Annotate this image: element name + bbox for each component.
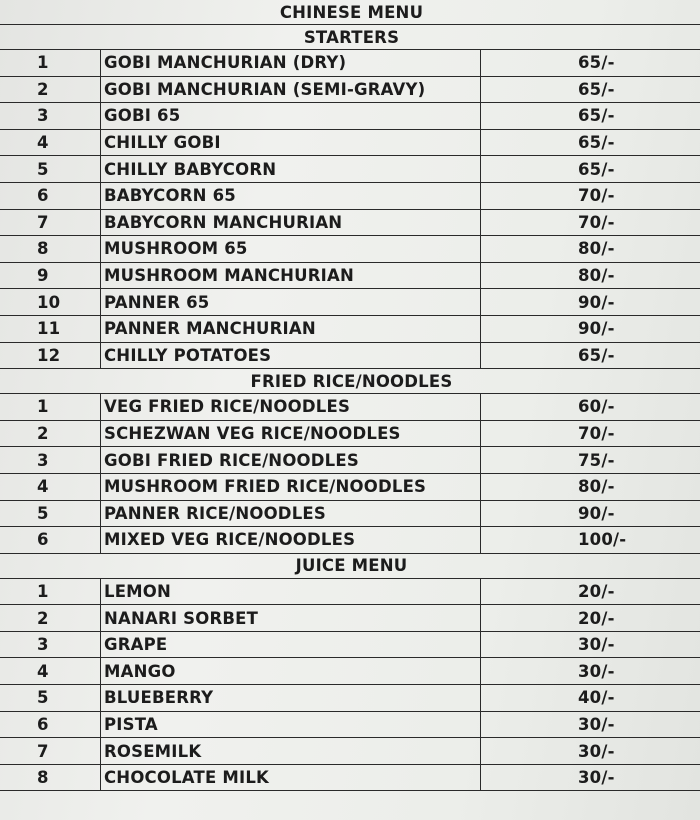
item-name: GRAPE <box>101 631 481 658</box>
item-number: 3 <box>0 631 101 658</box>
item-name: BABYCORN MANCHURIAN <box>101 209 481 236</box>
item-price: 30/- <box>481 738 700 765</box>
item-price: 90/- <box>481 500 700 527</box>
item-name: PISTA <box>101 711 481 738</box>
item-name: GOBI 65 <box>101 103 481 130</box>
item-price: 30/- <box>481 631 700 658</box>
item-price: 100/- <box>481 527 700 554</box>
item-price: 90/- <box>481 315 700 342</box>
item-number: 2 <box>0 76 101 103</box>
item-name: PANNER RICE/NOODLES <box>101 500 481 527</box>
menu-item-row <box>0 156 700 183</box>
menu-item-row <box>0 129 700 156</box>
item-number: 7 <box>0 738 101 765</box>
item-number: 6 <box>0 182 101 209</box>
item-number: 5 <box>0 500 101 527</box>
menu-item-row <box>0 315 700 342</box>
section-heading: JUICE MENU <box>0 553 700 578</box>
item-number: 9 <box>0 262 101 289</box>
item-name: BLUEBERRY <box>101 685 481 712</box>
item-name: PANNER 65 <box>101 289 481 316</box>
item-price: 65/- <box>481 76 700 103</box>
menu-item-row <box>0 500 700 527</box>
item-number: 8 <box>0 236 101 263</box>
section-heading: STARTERS <box>0 25 700 50</box>
item-price: 70/- <box>481 420 700 447</box>
item-number: 6 <box>0 527 101 554</box>
item-name: LEMON <box>101 578 481 605</box>
item-number: 3 <box>0 103 101 130</box>
item-price: 70/- <box>481 209 700 236</box>
item-name: CHOCOLATE MILK <box>101 764 481 791</box>
item-name: CHILLY GOBI <box>101 129 481 156</box>
item-price: 30/- <box>481 711 700 738</box>
item-price: 65/- <box>481 103 700 130</box>
item-name: GOBI FRIED RICE/NOODLES <box>101 447 481 474</box>
item-number: 1 <box>0 50 101 77</box>
item-price: 60/- <box>481 394 700 421</box>
item-name: VEG FRIED RICE/NOODLES <box>101 394 481 421</box>
menu-item-row <box>0 289 700 316</box>
menu-item-row <box>0 527 700 554</box>
item-name: GOBI MANCHURIAN (DRY) <box>101 50 481 77</box>
item-name: MUSHROOM 65 <box>101 236 481 263</box>
menu-item-row <box>0 262 700 289</box>
item-number: 8 <box>0 764 101 791</box>
item-price: 90/- <box>481 289 700 316</box>
item-price: 70/- <box>481 182 700 209</box>
item-number: 5 <box>0 156 101 183</box>
section-heading: FRIED RICE/NOODLES <box>0 369 700 394</box>
item-price: 30/- <box>481 764 700 791</box>
item-number: 1 <box>0 394 101 421</box>
item-name: GOBI MANCHURIAN (SEMI-GRAVY) <box>101 76 481 103</box>
menu-item-row <box>0 342 700 369</box>
item-number: 4 <box>0 473 101 500</box>
item-name: CHILLY BABYCORN <box>101 156 481 183</box>
item-price: 65/- <box>481 50 700 77</box>
menu-item-row <box>0 394 700 421</box>
item-price: 80/- <box>481 236 700 263</box>
item-name: BABYCORN 65 <box>101 182 481 209</box>
menu-item-row <box>0 103 700 130</box>
menu-item-row <box>0 473 700 500</box>
menu-item-row <box>0 578 700 605</box>
item-number: 2 <box>0 605 101 632</box>
menu-item-row <box>0 182 700 209</box>
section-header-row <box>0 369 700 394</box>
menu-item-row <box>0 658 700 685</box>
item-price: 80/- <box>481 262 700 289</box>
menu-item-row <box>0 605 700 632</box>
item-number: 4 <box>0 658 101 685</box>
item-price: 75/- <box>481 447 700 474</box>
item-number: 6 <box>0 711 101 738</box>
menu-item-row <box>0 76 700 103</box>
menu-item-row <box>0 447 700 474</box>
menu-item-row <box>0 50 700 77</box>
item-name: SCHEZWAN VEG RICE/NOODLES <box>101 420 481 447</box>
item-name: MIXED VEG RICE/NOODLES <box>101 527 481 554</box>
item-price: 65/- <box>481 156 700 183</box>
menu-item-row <box>0 420 700 447</box>
item-price: 30/- <box>481 658 700 685</box>
item-number: 3 <box>0 447 101 474</box>
item-price: 80/- <box>481 473 700 500</box>
item-number: 1 <box>0 578 101 605</box>
menu-item-row <box>0 685 700 712</box>
item-name: MUSHROOM FRIED RICE/NOODLES <box>101 473 481 500</box>
menu-item-row <box>0 738 700 765</box>
item-number: 4 <box>0 129 101 156</box>
item-number: 2 <box>0 420 101 447</box>
item-number: 12 <box>0 342 101 369</box>
item-number: 10 <box>0 289 101 316</box>
item-price: 65/- <box>481 342 700 369</box>
menu-item-row <box>0 631 700 658</box>
item-name: MUSHROOM MANCHURIAN <box>101 262 481 289</box>
item-number: 5 <box>0 685 101 712</box>
item-price: 65/- <box>481 129 700 156</box>
item-name: NANARI SORBET <box>101 605 481 632</box>
menu-item-row <box>0 209 700 236</box>
menu-title: CHINESE MENU <box>0 0 700 25</box>
menu-item-row <box>0 236 700 263</box>
item-name: MANGO <box>101 658 481 685</box>
item-name: ROSEMILK <box>101 738 481 765</box>
menu-item-row <box>0 764 700 791</box>
section-header-row <box>0 553 700 578</box>
item-number: 11 <box>0 315 101 342</box>
menu-item-row <box>0 711 700 738</box>
item-price: 20/- <box>481 578 700 605</box>
menu-title-row <box>0 0 700 25</box>
item-price: 20/- <box>481 605 700 632</box>
item-price: 40/- <box>481 685 700 712</box>
section-header-row <box>0 25 700 50</box>
item-name: PANNER MANCHURIAN <box>101 315 481 342</box>
item-name: CHILLY POTATOES <box>101 342 481 369</box>
item-number: 7 <box>0 209 101 236</box>
